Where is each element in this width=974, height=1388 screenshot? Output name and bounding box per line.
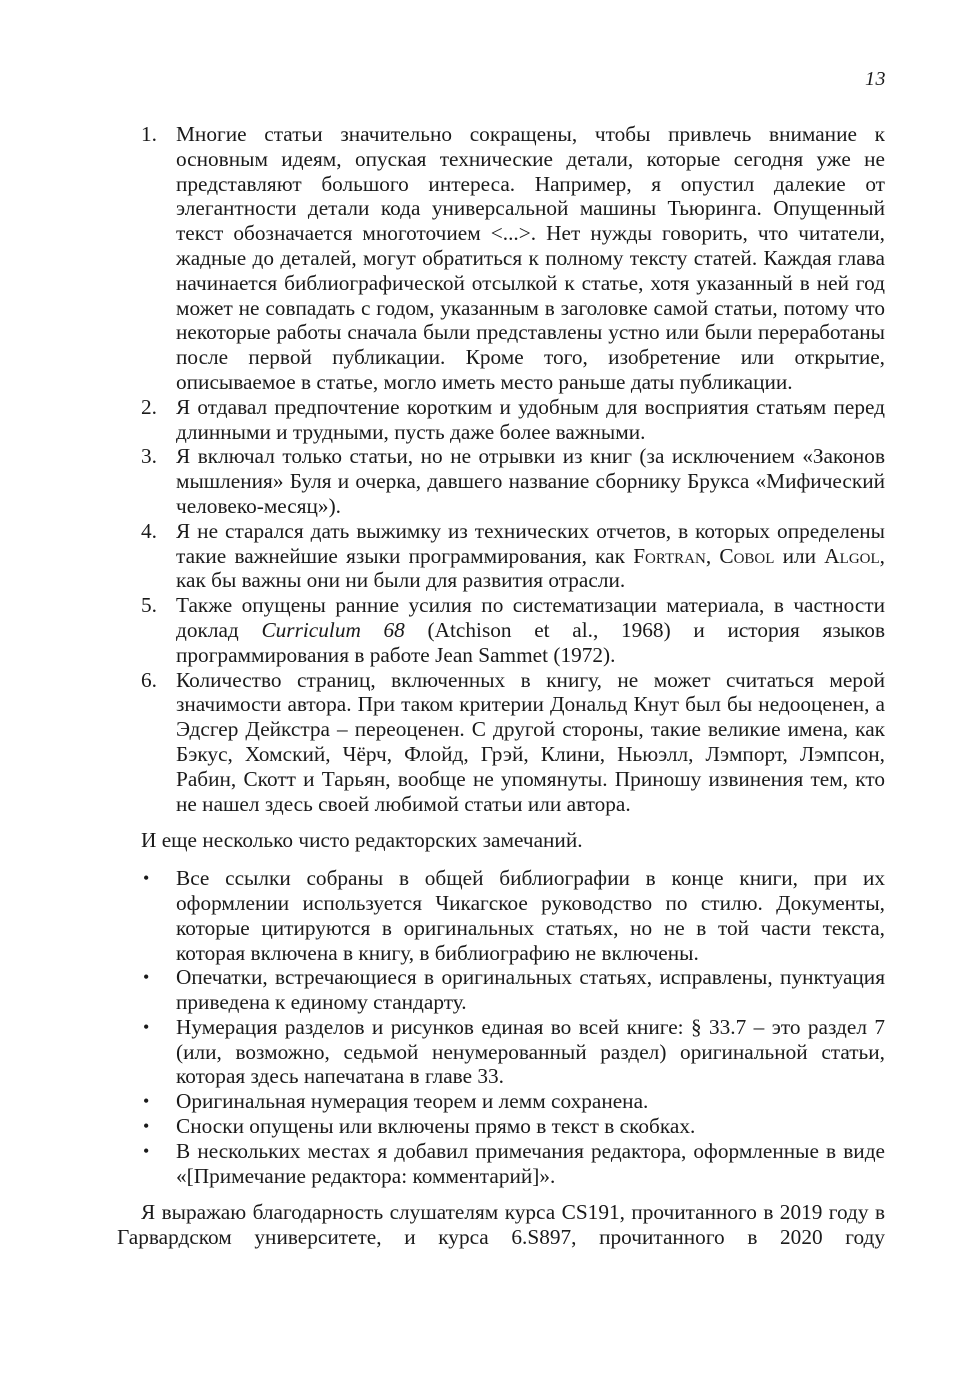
list-item bbox=[117, 866, 885, 965]
list-number: 1. bbox=[141, 122, 157, 146]
list-item-text: (Atchison et al., 1968) и история языков программирования в работе Jean Sammet (1972). bbox=[176, 617, 886, 667]
language-name-algol: Algol bbox=[824, 543, 880, 568]
list-item-text: В нескольких местах я добавил примечания редактора, оформленные в виде «[Примечание редактора: комментарий]». bbox=[176, 1138, 885, 1188]
bullet-icon: • bbox=[143, 1116, 150, 1137]
list-number: 2. bbox=[141, 394, 157, 419]
list-item bbox=[117, 519, 885, 593]
list-item-text: Я не старался дать выжимку из технических отчетов, в которых определены такие важнейшие языки программирования, как bbox=[176, 518, 885, 568]
bullet-icon: • bbox=[143, 1016, 150, 1037]
list-number: 3. bbox=[141, 444, 157, 469]
bullet-icon: • bbox=[143, 1091, 150, 1112]
list-item bbox=[117, 1139, 885, 1189]
list-item bbox=[117, 1114, 885, 1139]
list-item bbox=[117, 122, 885, 395]
separator: , bbox=[705, 543, 720, 568]
acknowledgements-paragraph: Я выражаю благодарность слушателям курса CS191, прочитанного в 2019 году в Гарвардском университете, и курса 6.S897, прочитанного в 2020 году bbox=[117, 1200, 885, 1250]
list-item bbox=[117, 668, 885, 817]
page-number: 13 bbox=[865, 68, 886, 90]
list-number: 6. bbox=[141, 667, 157, 692]
intro-paragraph: И еще несколько чисто редакторских замечаний. bbox=[141, 828, 583, 853]
list-item-text: Сноски опущены или включены прямо в текст в скобках. bbox=[176, 1114, 696, 1139]
bullet-icon: • bbox=[143, 1140, 150, 1161]
list-item-text: Все ссылки собраны в общей библиографии в конце книги, при их оформлении используется Чикагское руководство по стилю. Документы, которые цитируются в оригинальных статьях, но не в той части текста, которая включена в книгу, в библиографию не включены. bbox=[176, 866, 885, 965]
language-name-cobol: Cobol bbox=[719, 543, 775, 568]
list-item bbox=[117, 444, 885, 518]
list-item-text: Количество страниц, включенных в книгу, не может считаться мерой значимости автора. При таком критерии Дональд Кнут был бы недооценен, а Эдсгер Дейкстра – переоценен. С другой стороны, такие великие имена, как Бэкус, Хомский, Чёрч, Флойд, Грэй, Клини, Ньюэлл, Лэмпорт, Лэмпсон, Рабин, Скотт и Тарьян, вообще не упомянуты. Приношу извинения тем, кто не нашел здесь своей любимой статьи или автора. bbox=[176, 667, 885, 816]
list-item bbox=[117, 593, 885, 667]
list-item-text: Многие статьи значительно сокращены, чтобы привлечь внимание к основным идеям, опуская технические детали, которые сегодня уже не представляют большого интереса. Например, я опустил далекие от элегантности детали кода универсальной машины Тьюринга. Опущенный текст обозначается многоточием <...>. Нет нужды говорить, что читатели, жадные до деталей, могут обратиться к полному тексту статей. Каждая глава начинается библиографической отсылкой к статье, хотя указанный в ней год может не совпадать с годом, указанным в заголовке самой статьи, потому что некоторые работы сначала были представлены устно или были переработаны после первой публикации. Кроме того, изобретение или открытие, описываемое в статье, могло иметь место раньше даты публикации. bbox=[176, 122, 885, 394]
numbered-list bbox=[117, 122, 885, 816]
list-item bbox=[117, 965, 885, 1015]
list-number: 4. bbox=[141, 518, 157, 543]
list-item bbox=[117, 395, 885, 445]
report-title: Curriculum 68 bbox=[261, 617, 405, 642]
language-name-fortran: Fortran bbox=[633, 543, 706, 568]
bullet-icon: • bbox=[143, 868, 150, 889]
list-item-text: Я отдавал предпочтение коротким и удобным для восприятия статьям перед длинными и трудными, пусть даже более важными. bbox=[176, 394, 885, 444]
list-item-text: Также опущены ранние усилия по систематизации материала, в частности доклад bbox=[176, 593, 885, 642]
list-item bbox=[117, 1089, 885, 1114]
page-body bbox=[117, 122, 885, 1250]
list-item bbox=[117, 1015, 885, 1089]
bullet-list bbox=[117, 866, 885, 1188]
list-item-text: Нумерация разделов и рисунков единая во всей книге: § 33.7 – это раздел 7 (или, возможно, седьмой ненумерованный раздел) оригинальной статьи, которая здесь напечатана в главе 33. bbox=[176, 1014, 885, 1089]
list-number: 5. bbox=[141, 593, 157, 618]
list-item-text: Оригинальная нумерация теорем и лемм сохранена. bbox=[176, 1089, 649, 1114]
list-item-text: Я включал только статьи, но не отрывки из книг (за исключением «Законов мышления» Буля и очерка, давшего название сборнику Брукса «Мифический человеко-месяц»). bbox=[176, 444, 885, 518]
list-item-text: Опечатки, встречающиеся в оригинальных статьях, исправлены, пунктуация приведена к единому стандарту. bbox=[176, 965, 885, 1015]
bullet-icon: • bbox=[143, 967, 150, 988]
list-item-text: , как бы важны они ни были для развития отрасли. bbox=[176, 543, 885, 593]
separator: или bbox=[774, 543, 825, 568]
